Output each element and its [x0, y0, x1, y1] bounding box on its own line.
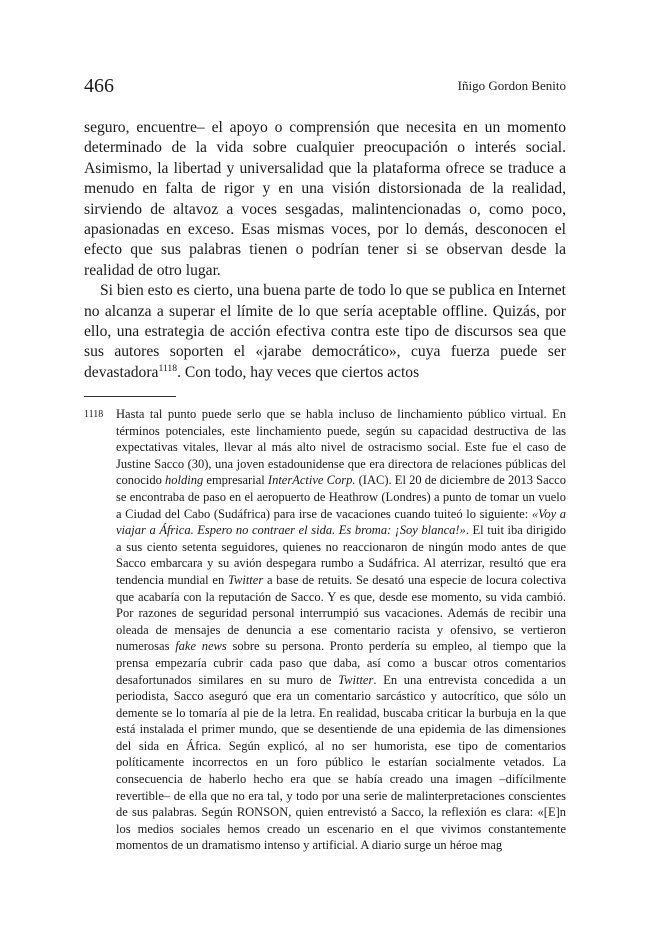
fn-text-3: (IAC). El 20 de diciembre de 2013 Sacco se encontraba de paso en el aeropuerto de Heathrow (Londres) a punto de tomar un vuelo a Ciudad del Cabo (Sudáfrica) para irse de vacaciones cuando tuiteó lo siguiente: [116, 473, 566, 521]
fn-italic-tweet: «Voy a viajar a África. Espero no contraer el sida. Es broma: ¡Soy blanca!» [116, 506, 566, 538]
fn-italic-holding: holding [165, 473, 204, 488]
fn-text-2: empresarial [203, 473, 268, 488]
paragraph-2-text-b: . Con todo, hay veces que ciertos actos [177, 363, 420, 381]
fn-text-6: sobre su persona. Pronto perdería su empleo, al tiempo que la prensa empezaría cubrir cada paso que daba, así como a buscar otros comentarios desafortunados similares en su muro de [116, 639, 566, 687]
fn-italic-twitter: Twitter [227, 572, 264, 587]
paragraph-2-text-a: Si bien esto es cierto, una buena parte de todo lo que se publica en Internet no alcanza a superar el límite de lo que sería aceptable offline. Quizás, por ello, una estrategia de acción efectiva contra este tipo de discursos sea que sus autores soporten el «jarabe democrático», cuya fuerza puede ser devastadora [84, 282, 566, 381]
page-number: 466 [84, 75, 114, 97]
fn-italic-company: InterActive Corp. [267, 473, 356, 488]
fn-text-5: a base de retuits. Se desató una especie de locura colectiva que acabaría con la reputación de Sacco. Y es que, desde ese momento, su vida cambió. Por razones de seguridad personal interrumpió sus vacaciones. Además de recibir una oleada de mensajes de denuncia a ese comentario racista y ofensivo, se vertieron numerosas [116, 572, 567, 654]
paragraph-1: seguro, encuentre– el apoyo o comprensión que necesita en un momento determinado de la vida sobre cualquier preocupación o interés social. Asimismo, la libertad y universalidad que la plataforma ofrece se traduce a menudo en falta de rigor y en una visión distorsionada de la realidad, sirviendo de altavoz a voces sesgadas, malintencionadas o, como poco, apasionadas en exceso. Esas mismas voces, por lo demás, desconocen el efecto que sus palabras tienen o podrían tener si se observan desde la realidad de otro lugar. [84, 119, 566, 279]
main-text [84, 118, 566, 383]
fn-italic-twitter-2: Twitter [338, 672, 374, 687]
fn-italic-fake-news: fake news [175, 639, 227, 654]
fn-text-7: . En una entrevista concedida a un periodista, Sacco aseguró que era un comentario sarcástico y autocrítico, que sólo un demente se lo tomaría al pie de la letra. En realidad, buscaba criticar la burbuja en la que está instalada el primer mundo, que se desentiende de una epidemia de las dimensiones del sida en África. Según explicó, al no ser humorista, ese tipo de comentarios políticamente incorrectos en un foro público le estarían socialmente vetados. La consecuencia de haberlo hecho era que se había creado una imagen –difícilmente revertible– de ella que no era tal, y todo por una serie de malinterpretaciones conscientes de sus palabras. Según RONSON, quien entrevistó a Sacco, la reflexión es clara: «[E]n los medios sociales hemos creado un escenario en el que vivimos constantemente momentos de un dramatismo intenso y artificial. A diario surge un héroe mag [116, 672, 566, 853]
fn-text-1: Hasta tal punto puede serlo que se habla incluso de linchamiento público virtual. En términos potenciales, este linchamiento puede, según su capacidad destructiva de las expectativas vitales, llevar al más alto nivel de ostracismo social. Este fue el caso de Justine Sacco (30), una joven estadounidense que era directora de relaciones públicas del conocido [116, 407, 566, 488]
footnote-reference[interactable]: 1118 [158, 362, 178, 374]
running-header [84, 74, 566, 98]
footnote-text [116, 406, 566, 854]
footnote [84, 406, 566, 854]
running-author: Iñigo Gordon Benito [457, 78, 566, 93]
fn-text-4: . El tuit iba dirigido a sus ciento setenta seguidores, quienes no reaccionaron de ningún modo antes de que Sacco embarcara y su avión despegara rumbo a Sudáfrica. Al aterrizar, resultó que era tendencia mundial en [116, 523, 566, 587]
footnote-separator [84, 396, 176, 397]
footnote-number: 1118 [84, 409, 104, 420]
paragraph-2 [84, 281, 566, 383]
